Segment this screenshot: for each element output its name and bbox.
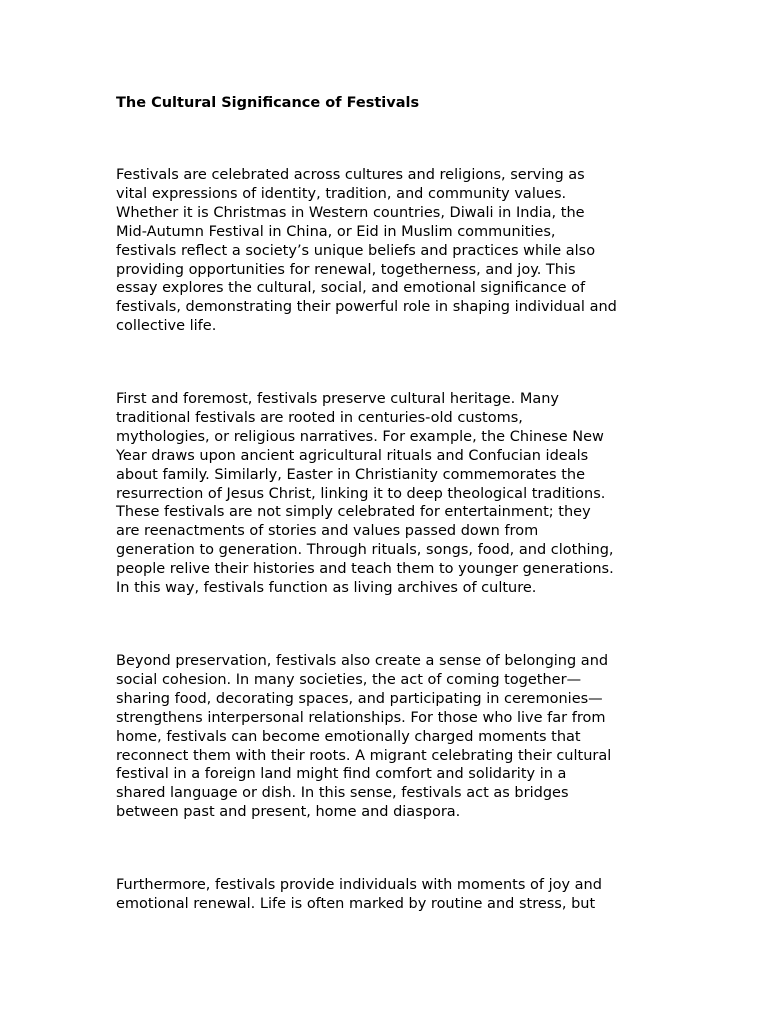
paragraph-emotional-renewal: Furthermore, festivals provide individuals with moments of joy and emotional renewal. Life is often marked by routine and stress, but	[116, 877, 602, 912]
paragraph-social-cohesion: Beyond preservation, festivals also create a sense of belonging and social cohesion. In many societies, the act of coming together— sharing food, decorating spaces, and participating in ceremonies— strengthens interpersonal relationships. For those who live far from home, festivals can become emotionally charged moments that reconnect them with their roots. A migrant celebrating their cultural festival in a foreign land might find comfort and solidarity in a shared language or dish. In this sense, festivals act as bridges between past and present, home and diaspora.	[116, 653, 612, 821]
paragraph-cultural-heritage: First and foremost, festivals preserve cultural heritage. Many traditional festivals are rooted in centuries-old customs, mythologies, or religious narratives. For example, the Chinese New Year draws upon ancient agricultural rituals and Confucian ideals about family. Similarly, Easter in Christianity commemorates the resurrection of Jesus Christ, linking it to deep theological traditions. These festivals are not simply celebrated for entertainment; they are reenactments of stories and values passed down from generation to generation. Through rituals, songs, food, and clothing, people relive their histories and teach them to younger generations. In this way, festivals function as living archives of culture.	[116, 391, 614, 597]
document-title: The Cultural Significance of Festivals	[116, 95, 420, 111]
paragraph-introduction: Festivals are celebrated across cultures and religions, serving as vital expressions of identity, tradition, and community values. Whether it is Christmas in Western countries, Diwali in India, the Mid-Autumn Festival in China, or Eid in Muslim communities, festivals reflect a society’s unique beliefs and practices while also providing opportunities for renewal, togetherness, and joy. This essay explores the cultural, social, and emotional significance of festivals, demonstrating their powerful role in shaping individual and collective life.	[116, 167, 617, 335]
